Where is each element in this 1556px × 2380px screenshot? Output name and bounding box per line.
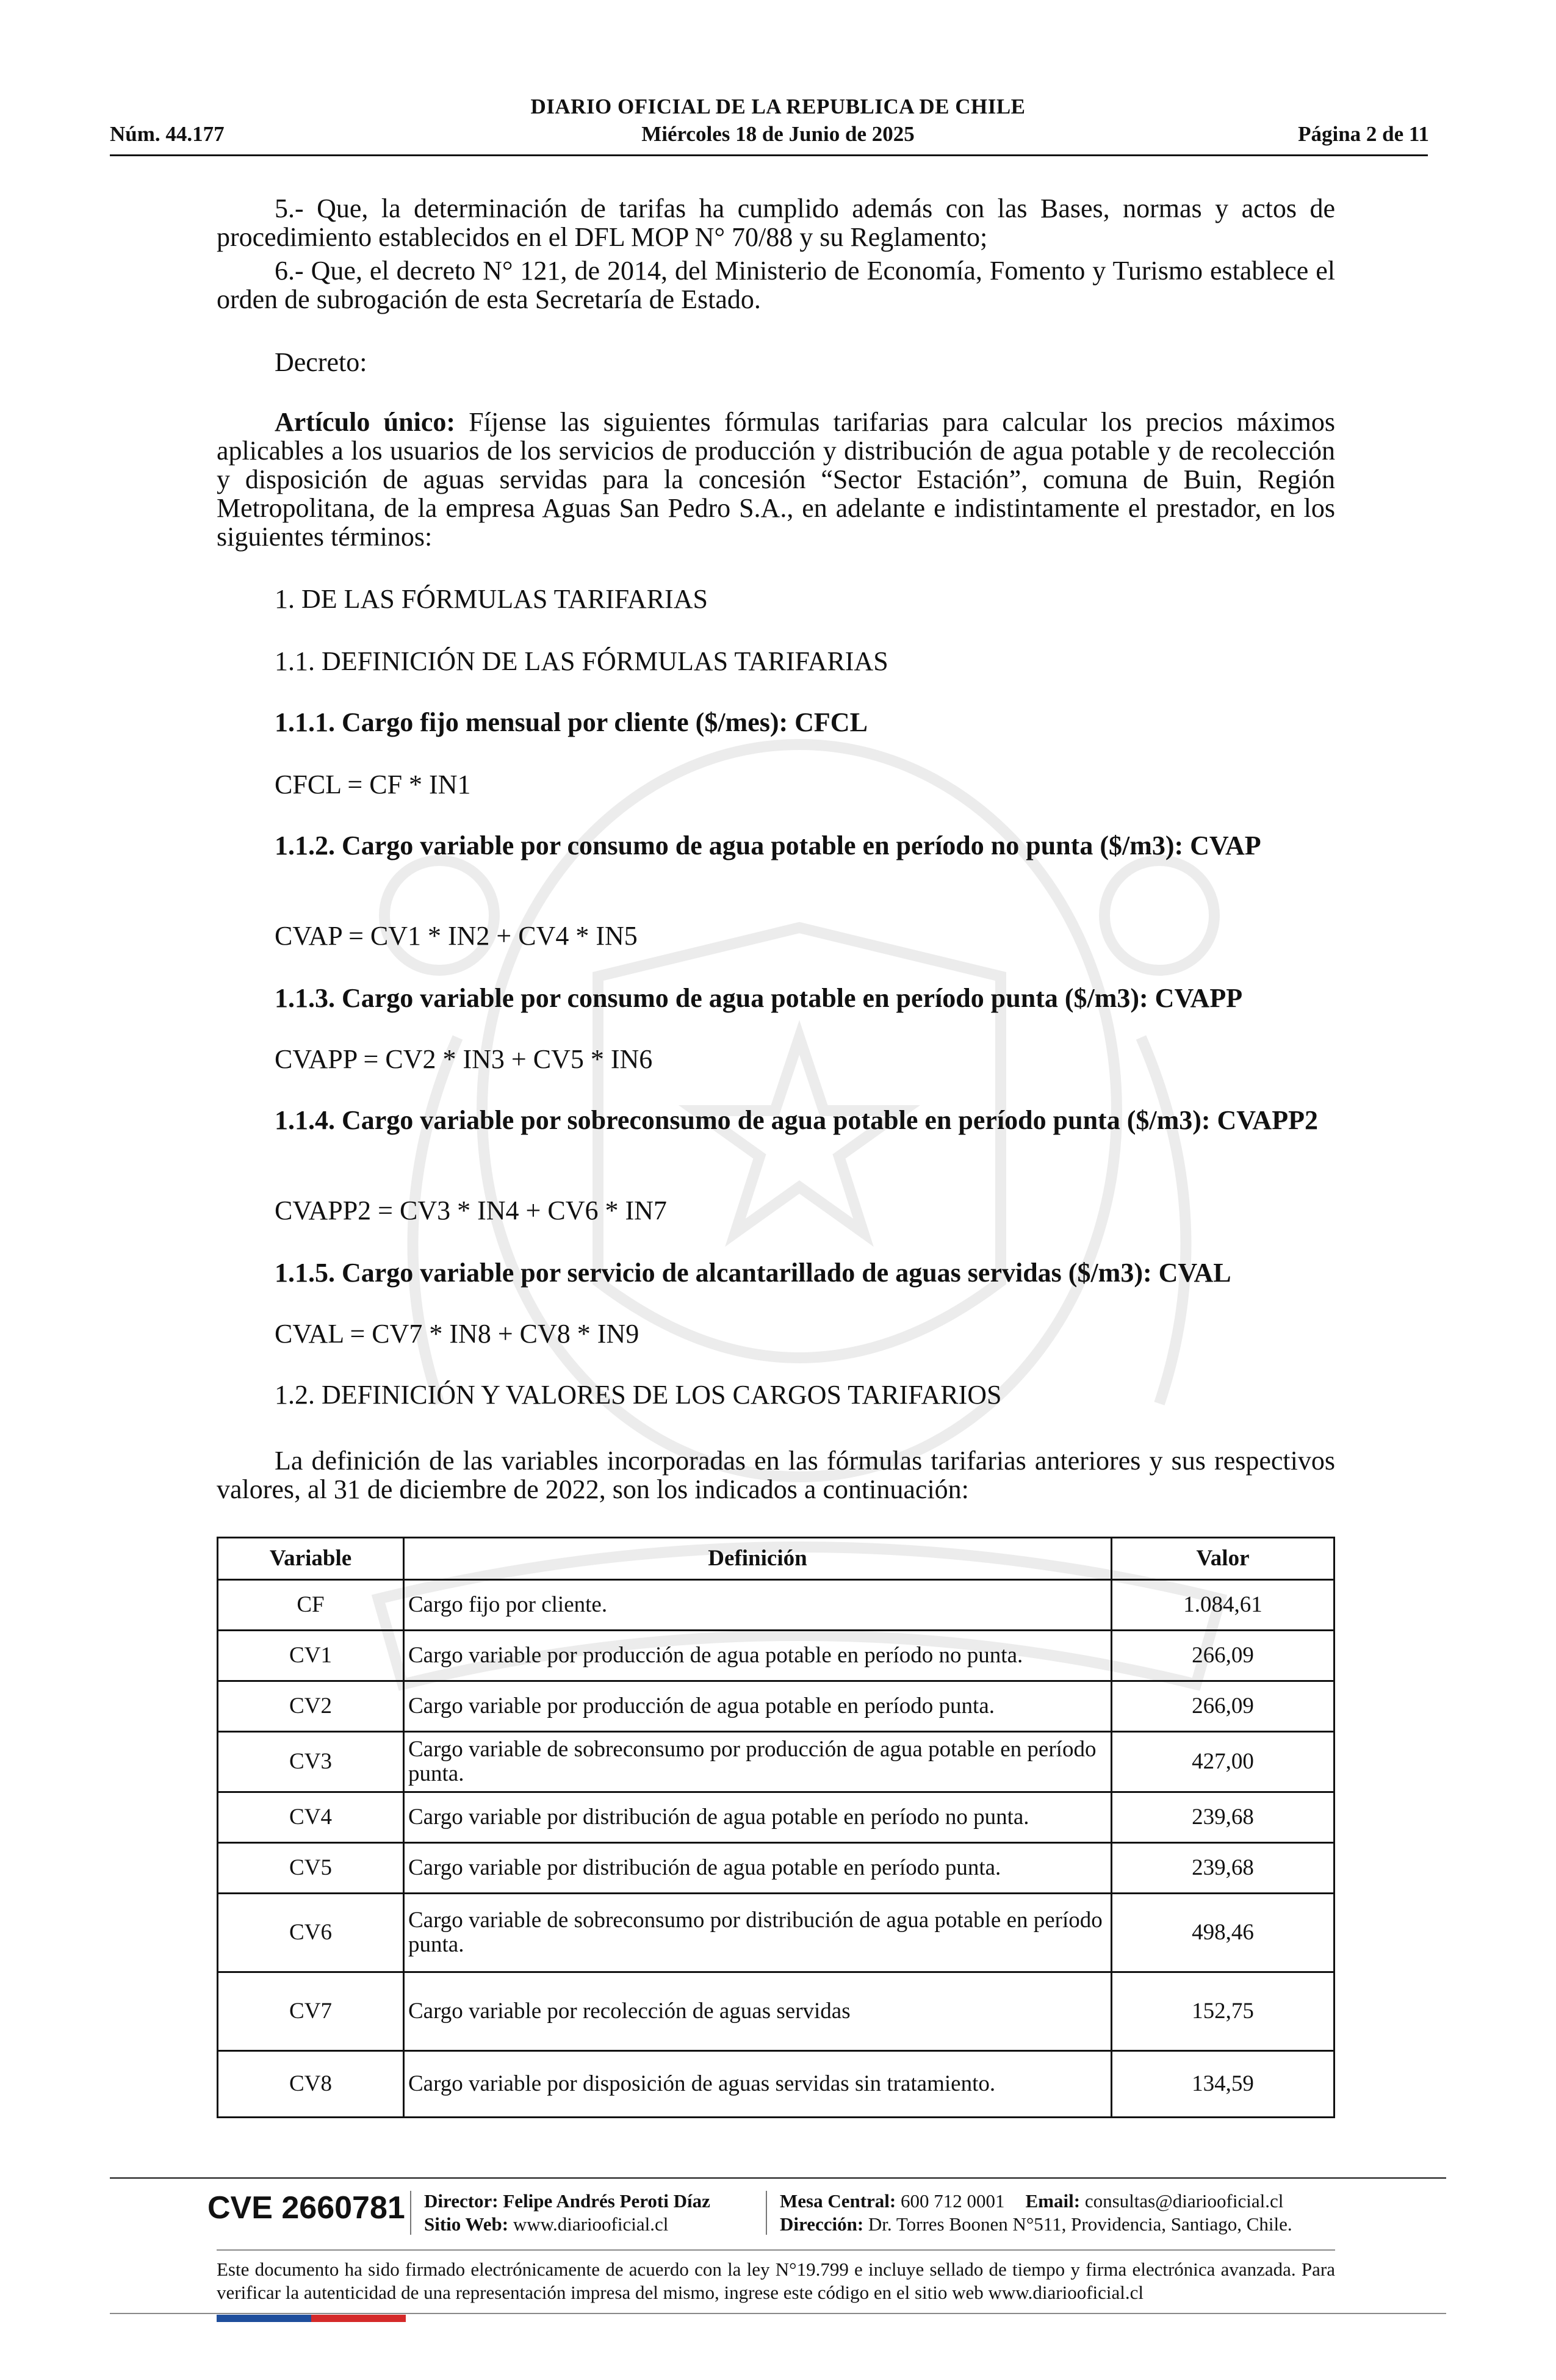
cell-definicion: Cargo variable de sobreconsumo por distribución de agua potable en período punta.	[404, 1894, 1112, 1972]
cell-variable: CV1	[218, 1631, 404, 1681]
column-header-variable: Variable	[218, 1538, 404, 1580]
cell-definicion: Cargo variable por producción de agua potable en período no punta.	[404, 1631, 1112, 1681]
formula-cval: CVAL = CV7 * IN8 + CV8 * IN9	[275, 1319, 639, 1349]
footer-divider	[110, 2177, 1446, 2179]
director-name: Felipe Andrés Peroti Díaz	[498, 2190, 710, 2212]
column-header-definicion: Definición	[404, 1538, 1112, 1580]
newspaper-title: DIARIO OFICIAL DE LA REPUBLICA DE CHILE	[530, 95, 1026, 118]
header-divider	[110, 154, 1428, 156]
cell-variable: CV5	[218, 1843, 404, 1894]
articulo-text: Fíjense las siguientes fórmulas tarifarias para calcular los precios máximos aplicables a los usuarios de los servicios de producción y distribución de agua potable y de recolección y disposición de aguas servidas para la concesión “Sector Estación”, comuna de Buin, Región Metropolitana, de la empresa Aguas San Pedro S.A., en adelante e indistintamente el prestador, en los siguientes términos:	[217, 407, 1335, 552]
paragraph-1-2: La definición de las variables incorporadas en las fórmulas tarifarias anteriores y sus respectivos valores, al 31 de diciembre de 2022, son los indicados a continuación:	[217, 1446, 1335, 1504]
cell-variable: CV8	[218, 2051, 404, 2118]
section-1-1-heading: 1.1. DEFINICIÓN DE LAS FÓRMULAS TARIFARIAS	[275, 646, 888, 676]
heading-1-1-2: 1.1.2. Cargo variable por consumo de agua potable en período no punta ($/m3): CVAP	[275, 831, 1261, 860]
contact-line	[780, 2190, 1283, 2213]
tariff-variables-table	[217, 1537, 1335, 2118]
heading-1-1-5: 1.1.5. Cargo variable por servicio de alcantarillado de aguas servidas ($/m3): CVAL	[275, 1258, 1231, 1288]
cell-valor: 152,75	[1112, 1972, 1334, 2051]
table-header-row	[218, 1538, 1334, 1580]
formula-cvapp: CVAPP = CV2 * IN3 + CV5 * IN6	[275, 1044, 653, 1074]
address-text: Dr. Torres Boonen N°511, Providencia, Santiago, Chile.	[863, 2213, 1292, 2235]
issue-number: Núm. 44.177	[110, 122, 225, 146]
table-row	[218, 1681, 1334, 1732]
articulo-unico	[217, 408, 1335, 551]
address-line	[780, 2213, 1292, 2236]
cell-valor: 1.084,61	[1112, 1580, 1334, 1631]
decreto-label: Decreto:	[275, 347, 367, 377]
footer-separator	[410, 2191, 411, 2235]
formula-cfcl: CFCL = CF * IN1	[275, 770, 471, 799]
cell-definicion: Cargo variable de sobreconsumo por producción de agua potable en período punta.	[404, 1732, 1112, 1792]
footer-divider	[110, 2313, 1446, 2314]
table-row	[218, 1843, 1334, 1894]
heading-1-1-4: 1.1.4. Cargo variable por sobreconsumo de agua potable en período punta ($/m3): CVAPP2	[275, 1105, 1318, 1135]
mesa-phone: 600 712 0001	[896, 2190, 1005, 2212]
footer-divider	[217, 2249, 1335, 2251]
address-label: Dirección:	[780, 2213, 864, 2235]
cell-variable: CV4	[218, 1792, 404, 1843]
cell-valor: 427,00	[1112, 1732, 1334, 1792]
paragraph-6: 6.- Que, el decreto N° 121, de 2014, del Ministerio de Economía, Fomento y Turismo establece el orden de subrogación de esta Secretaría de Estado.	[217, 256, 1335, 314]
section-1-heading: 1. DE LAS FÓRMULAS TARIFARIAS	[275, 584, 708, 614]
issue-date: Miércoles 18 de Junio de 2025	[641, 122, 915, 146]
cell-valor: 134,59	[1112, 2051, 1334, 2118]
cell-valor: 239,68	[1112, 1792, 1334, 1843]
cell-definicion: Cargo variable por recolección de aguas servidas	[404, 1972, 1112, 2051]
cell-definicion: Cargo variable por producción de agua potable en período punta.	[404, 1681, 1112, 1732]
table-row	[218, 1972, 1334, 2051]
cell-definicion: Cargo variable por distribución de agua potable en período punta.	[404, 1843, 1112, 1894]
cell-valor: 266,09	[1112, 1681, 1334, 1732]
flag-stripe-red	[311, 2315, 406, 2322]
cell-definicion: Cargo fijo por cliente.	[404, 1580, 1112, 1631]
heading-1-1-3: 1.1.3. Cargo variable por consumo de agua potable en período punta ($/m3): CVAPP	[275, 983, 1243, 1013]
website-label: Sitio Web:	[424, 2213, 509, 2235]
cell-variable: CV3	[218, 1732, 404, 1792]
cell-definicion: Cargo variable por disposición de aguas servidas sin tratamiento.	[404, 2051, 1112, 2118]
email-label: Email:	[1025, 2190, 1081, 2212]
cell-variable: CV2	[218, 1681, 404, 1732]
mesa-label: Mesa Central:	[780, 2190, 896, 2212]
cell-definicion: Cargo variable por distribución de agua potable en período no punta.	[404, 1792, 1112, 1843]
website-link[interactable]: www.diariooficial.cl	[508, 2213, 669, 2235]
flag-stripe-blue	[217, 2315, 311, 2322]
director-label: Director:	[424, 2190, 499, 2212]
cell-variable: CV7	[218, 1972, 404, 2051]
cell-variable: CV6	[218, 1894, 404, 1972]
page-indicator: Página 2 de 11	[1298, 122, 1429, 146]
paragraph-5: 5.- Que, la determinación de tarifas ha cumplido además con las Bases, normas y actos de procedimiento establecidos en el DFL MOP N° 70/88 y su Reglamento;	[217, 193, 1335, 252]
table-row	[218, 2051, 1334, 2118]
articulo-label: Artículo único:	[275, 407, 456, 437]
table-row	[218, 1631, 1334, 1681]
cell-valor: 266,09	[1112, 1631, 1334, 1681]
table-row	[218, 1732, 1334, 1792]
formula-cvapp2: CVAPP2 = CV3 * IN4 + CV6 * IN7	[275, 1195, 667, 1225]
table-row	[218, 1580, 1334, 1631]
table-row	[218, 1894, 1334, 1972]
cell-valor: 498,46	[1112, 1894, 1334, 1972]
section-1-2-heading: 1.2. DEFINICIÓN Y VALORES DE LOS CARGOS TARIFARIOS	[275, 1380, 1002, 1410]
cell-variable: CF	[218, 1580, 404, 1631]
cve-code: CVE 2660781	[207, 2190, 405, 2226]
footer-separator	[766, 2191, 767, 2235]
table-row	[218, 1792, 1334, 1843]
formula-cvap: CVAP = CV1 * IN2 + CV4 * IN5	[275, 921, 638, 951]
heading-1-1-1: 1.1.1. Cargo fijo mensual por cliente ($/mes): CFCL	[275, 707, 868, 737]
director-line	[424, 2190, 710, 2213]
website-line	[424, 2213, 668, 2236]
email-link[interactable]: consultas@diariooficial.cl	[1080, 2190, 1284, 2212]
column-header-valor: Valor	[1112, 1538, 1334, 1580]
cell-valor: 239,68	[1112, 1843, 1334, 1894]
signature-notice: Este documento ha sido firmado electrónicamente de acuerdo con la ley N°19.799 e incluye sellado de tiempo y firma electrónica avanzada. Para verificar la autenticidad de una representación impresa del mismo, ingrese este código en el sitio web www.diariooficial.cl	[217, 2259, 1335, 2303]
